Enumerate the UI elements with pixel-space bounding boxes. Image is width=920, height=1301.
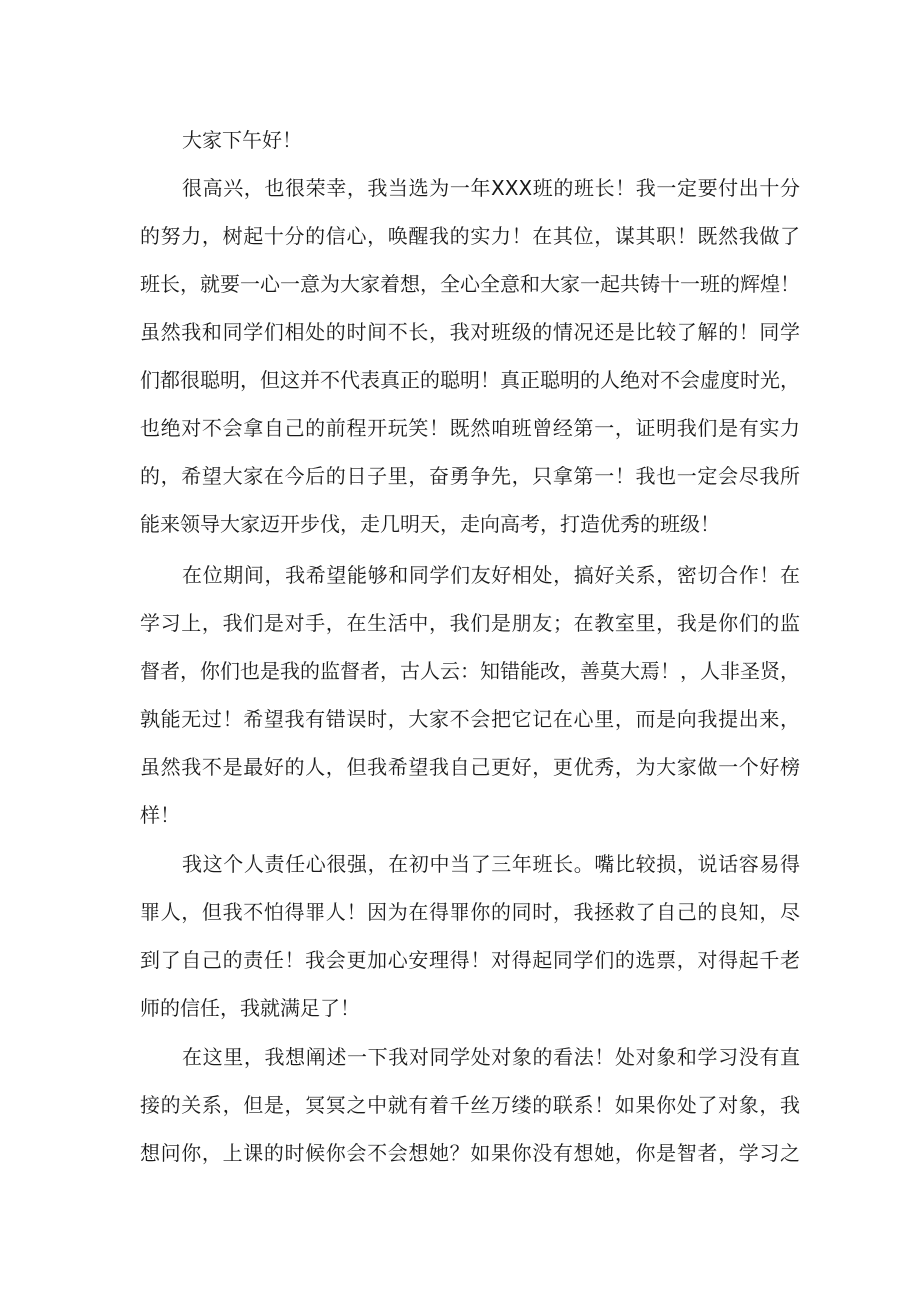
paragraph-2-line-6: 样！ <box>140 803 180 827</box>
greeting-line: 大家下午好！ <box>182 128 302 152</box>
paragraph-4-line-2: 接的关系，但是，冥冥之中就有着千丝万缕的联系！如果你处了对象，我 <box>140 1093 800 1117</box>
paragraph-1-line-1: 很高兴，也很荣幸，我当选为一年XXX班的班长！我一定要付出十分 <box>182 176 800 200</box>
paragraph-1-line-2: 的努力，树起十分的信心，唤醒我的实力！在其位，谋其职！既然我做了 <box>140 224 800 248</box>
paragraph-2-line-1: 在位期间，我希望能够和同学们友好相处，搞好关系，密切合作！在 <box>182 563 800 587</box>
paragraph-1-line-5: 们都很聪明，但这并不代表真正的聪明！真正聪明的人绝对不会虚度时光， <box>140 368 800 392</box>
paragraph-1-line-4: 虽然我和同学们相处的时间不长，我对班级的情况还是比较了解的！同学 <box>140 320 800 344</box>
paragraph-4-line-3: 想问你，上课的时候你会不会想她？如果你没有想她，你是智者，学习之 <box>140 1141 800 1165</box>
paragraph-1-line-7: 的，希望大家在今后的日子里，奋勇争先，只拿第一！我也一定会尽我所 <box>140 464 800 488</box>
paragraph-3-line-4: 师的信任，我就满足了！ <box>140 996 360 1020</box>
paragraph-2-line-2: 学习上，我们是对手，在生活中，我们是朋友；在教室里，我是你们的监 <box>140 611 800 635</box>
paragraph-3-line-2: 罪人，但我不怕得罪人！因为在得罪你的同时，我拯救了自己的良知，尽 <box>140 900 800 924</box>
paragraph-2-line-3: 督者，你们也是我的监督者，古人云：知错能改，善莫大焉！，人非圣贤， <box>140 659 800 683</box>
paragraph-3-line-3: 到了自己的责任！我会更加心安理得！对得起同学们的选票，对得起千老 <box>140 948 800 972</box>
paragraph-1-line-6: 也绝对不会拿自己的前程开玩笑！既然咱班曾经第一，证明我们是有实力 <box>140 416 800 440</box>
paragraph-4-line-1: 在这里，我想阐述一下我对同学处对象的看法！处对象和学习没有直 <box>182 1045 800 1069</box>
paragraph-1-line-8: 能来领导大家迈开步伐，走几明天，走向高考，打造优秀的班级！ <box>140 512 720 536</box>
paragraph-3-line-1: 我这个人责任心很强，在初中当了三年班长。嘴比较损，说话容易得 <box>182 852 800 876</box>
paragraph-1-line-3: 班长，就要一心一意为大家着想，全心全意和大家一起共铸十一班的辉煌！ <box>140 272 800 296</box>
paragraph-2-line-4: 孰能无过！希望我有错误时，大家不会把它记在心里，而是向我提出来， <box>140 707 800 731</box>
paragraph-2-line-5: 虽然我不是最好的人，但我希望我自己更好，更优秀，为大家做一个好榜 <box>140 755 800 779</box>
